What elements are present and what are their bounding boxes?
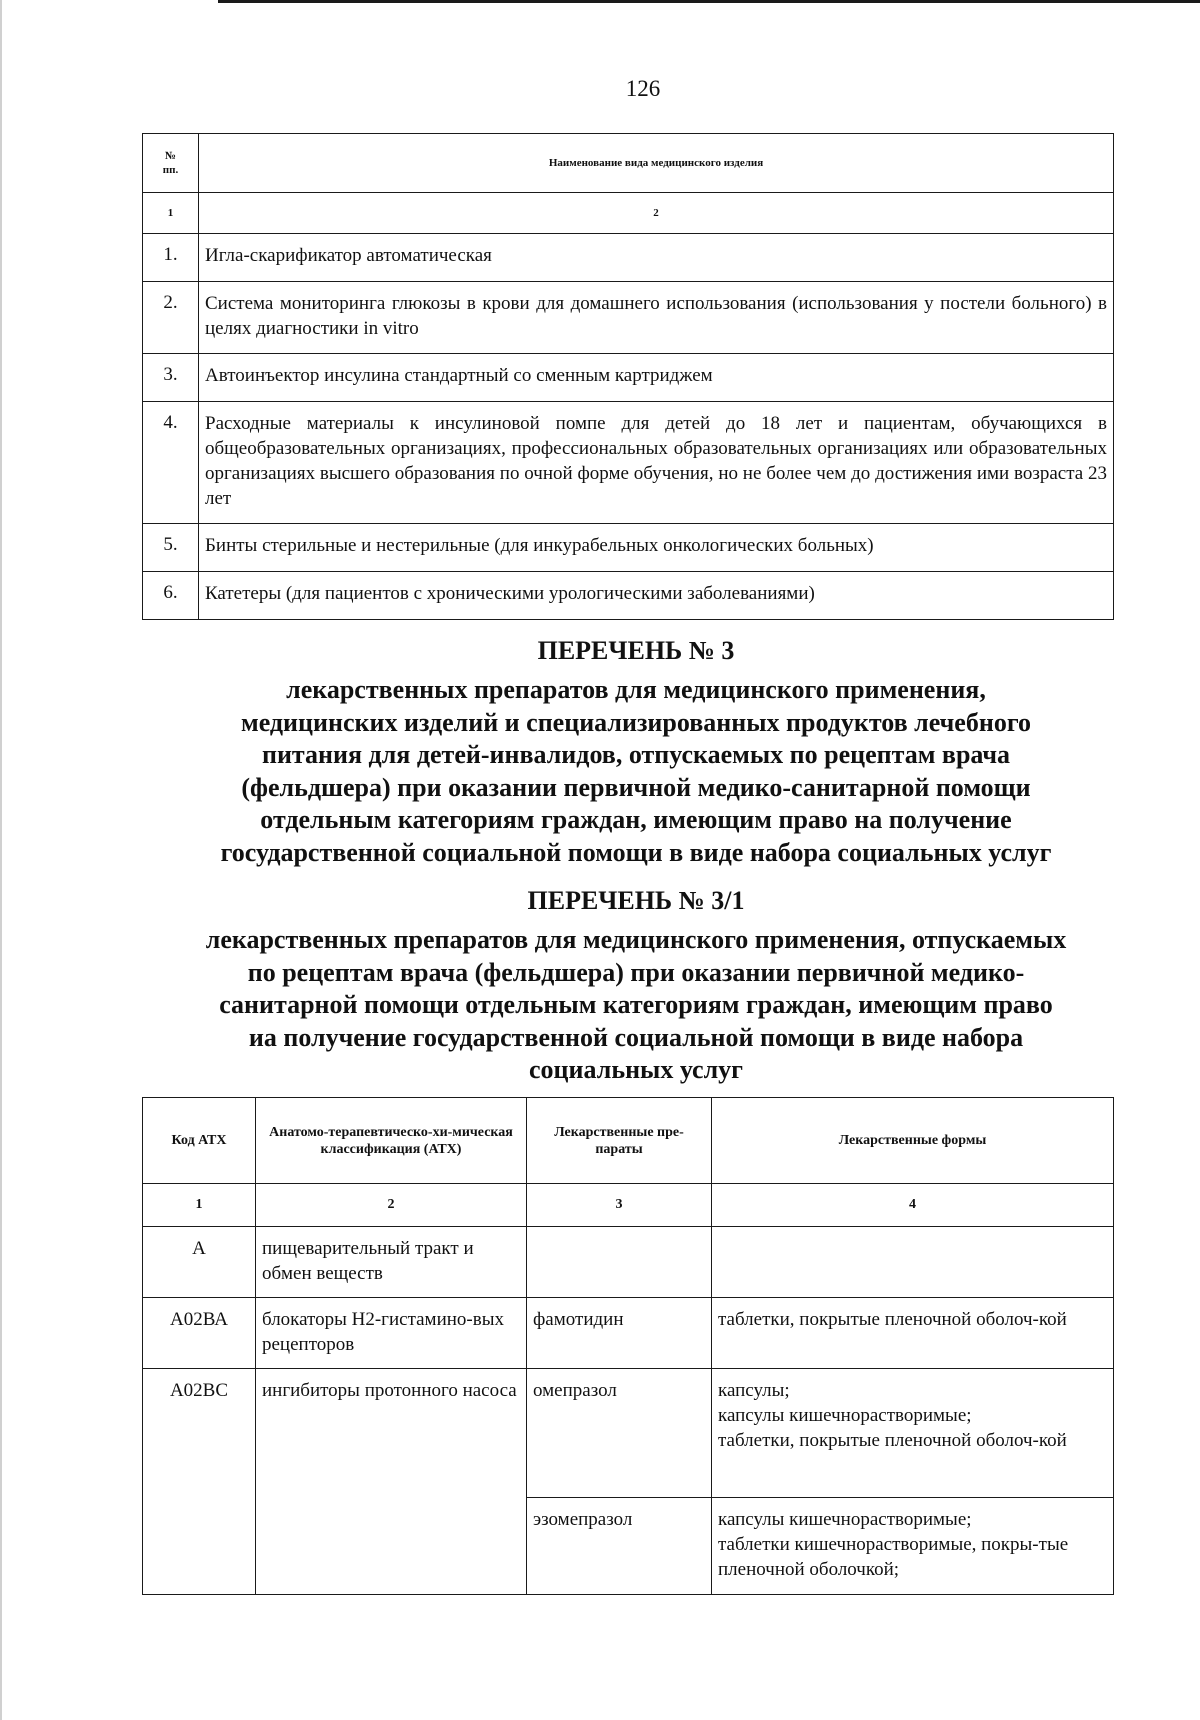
row-number: 3. bbox=[143, 354, 199, 402]
index-row bbox=[143, 1184, 1114, 1227]
atc-code: А02ВА bbox=[143, 1298, 256, 1369]
table-header-row bbox=[143, 134, 1114, 193]
dosage-form: капсулы кишечнорастворимые; bbox=[718, 1405, 972, 1426]
atc-code: А bbox=[143, 1227, 256, 1298]
dosage-forms bbox=[712, 1227, 1114, 1298]
table-row bbox=[143, 1369, 1114, 1498]
index-cell: 1 bbox=[143, 1184, 256, 1227]
row-number: 6. bbox=[143, 572, 199, 620]
subtitle-line: государственной социальной помощи в виде набора социальных услуг bbox=[220, 837, 1052, 867]
subtitle-line: (фельдшера) при оказании первичной медико-санитарной помощи bbox=[241, 772, 1031, 802]
subtitle-line: санитарной помощи отдельным категориям граждан, имеющим право bbox=[219, 990, 1053, 1019]
dosage-form: таблетки, покрытые пленочной оболоч-кой bbox=[718, 1430, 1067, 1451]
row-number: 1. bbox=[143, 234, 199, 282]
header-drugs: Лекарственные пре-параты bbox=[527, 1098, 712, 1184]
header-number: № пп. bbox=[143, 134, 199, 193]
table-row bbox=[143, 1298, 1114, 1369]
subtitle-line: медицинских изделий и специализированных продуктов лечебного bbox=[241, 707, 1031, 737]
subtitle-line: питания для детей-инвалидов, отпускаемых по рецептам врача bbox=[261, 740, 1011, 769]
atc-code: А02ВС bbox=[143, 1369, 256, 1595]
index-cell: 2 bbox=[256, 1184, 527, 1227]
index-cell: 2 bbox=[199, 193, 1114, 234]
dosage-forms bbox=[712, 1498, 1114, 1595]
table-row bbox=[143, 402, 1114, 524]
list-3-subtitle bbox=[150, 674, 1122, 869]
dosage-form: капсулы кишечнорастворимые; bbox=[718, 1509, 972, 1530]
subtitle-line: отдельным категориям граждан, имеющим право на получение bbox=[260, 805, 1012, 834]
drug-name: омепразол bbox=[527, 1369, 712, 1498]
list-3-1-title: ПЕРЕЧЕНЬ № 3/1 bbox=[527, 886, 745, 915]
dosage-forms bbox=[712, 1298, 1114, 1369]
page-number: 126 bbox=[625, 76, 661, 101]
subtitle-line: социальных услуг bbox=[529, 1055, 743, 1084]
table-row bbox=[143, 282, 1114, 354]
device-name: Катетеры (для пациентов с хроническими урологическими заболеваниями) bbox=[199, 572, 1114, 620]
table-row bbox=[143, 354, 1114, 402]
drugs-table bbox=[142, 1097, 1114, 1595]
device-name: Автоинъектор инсулина стандартный со сменным картриджем bbox=[199, 354, 1114, 402]
device-name: Расходные материалы к инсулиновой помпе для детей до 18 лет и пациентам, обучающихся в общеобразовательных организациях, профессиональных образовательных организациях или образовательных организациях высшего образования по очной форме обучения, но не более чем до достижения ими возраста 23 лет bbox=[199, 402, 1114, 524]
dosage-forms bbox=[712, 1369, 1114, 1498]
drug-name: эзомепразол bbox=[527, 1498, 712, 1595]
medical-devices-table bbox=[142, 133, 1114, 620]
dosage-form: капсулы; bbox=[718, 1380, 790, 1401]
dosage-form: таблетки кишечнорастворимые, покры-тые пленочной оболочкой; bbox=[718, 1534, 1069, 1580]
index-cell: 4 bbox=[712, 1184, 1114, 1227]
row-number: 5. bbox=[143, 524, 199, 572]
table-row bbox=[143, 524, 1114, 572]
table-row bbox=[143, 572, 1114, 620]
dosage-form: таблетки, покрытые пленочной оболоч-кой bbox=[718, 1309, 1067, 1330]
drug-name bbox=[527, 1227, 712, 1298]
header-atc-class: Анатомо-терапевтическо-хи-мическая классификация (АТХ) bbox=[256, 1098, 527, 1184]
table-row bbox=[143, 1227, 1114, 1298]
row-number: 2. bbox=[143, 282, 199, 354]
device-name: Игла-скарификатор автоматическая bbox=[199, 234, 1114, 282]
device-name: Система мониторинга глюкозы в крови для домашнего использования (использования у постели больного) в целях диагностики in vitro bbox=[199, 282, 1114, 354]
index-cell: 1 bbox=[143, 193, 199, 234]
subtitle-line: иа получение государственной социальной помощи в виде набора bbox=[248, 1022, 1024, 1052]
page-edge bbox=[0, 0, 2, 1720]
top-border-line bbox=[218, 0, 1200, 3]
atc-class: блокаторы Н2-гистамино-вых рецепторов bbox=[256, 1298, 527, 1369]
row-number: 4. bbox=[143, 402, 199, 524]
table-row bbox=[143, 234, 1114, 282]
index-cell: 3 bbox=[527, 1184, 712, 1227]
list-3-1-subtitle bbox=[150, 924, 1122, 1087]
subtitle-line: лекарственных препаратов для медицинского применения, отпускаемых bbox=[205, 925, 1067, 954]
header-dosage-forms: Лекарственные формы bbox=[712, 1098, 1114, 1184]
atc-class: ингибиторы протонного насоса bbox=[256, 1369, 527, 1595]
header-device-name: Наименование вида медицинского изделия bbox=[199, 134, 1114, 193]
subtitle-line: лекарственных препаратов для медицинского применения, bbox=[286, 675, 986, 704]
drug-name: фамотидин bbox=[527, 1298, 712, 1369]
atc-class: пищеварительный тракт и обмен веществ bbox=[256, 1227, 527, 1298]
index-row bbox=[143, 193, 1114, 234]
subtitle-line: по рецептам врача (фельдшера) при оказании первичной медико- bbox=[247, 957, 1025, 987]
table-header-row bbox=[143, 1098, 1114, 1184]
list-3-title: ПЕРЕЧЕНЬ № 3 bbox=[537, 636, 735, 665]
header-atc-code: Код АТХ bbox=[143, 1098, 256, 1184]
device-name: Бинты стерильные и нестерильные (для инкурабельных онкологических больных) bbox=[199, 524, 1114, 572]
